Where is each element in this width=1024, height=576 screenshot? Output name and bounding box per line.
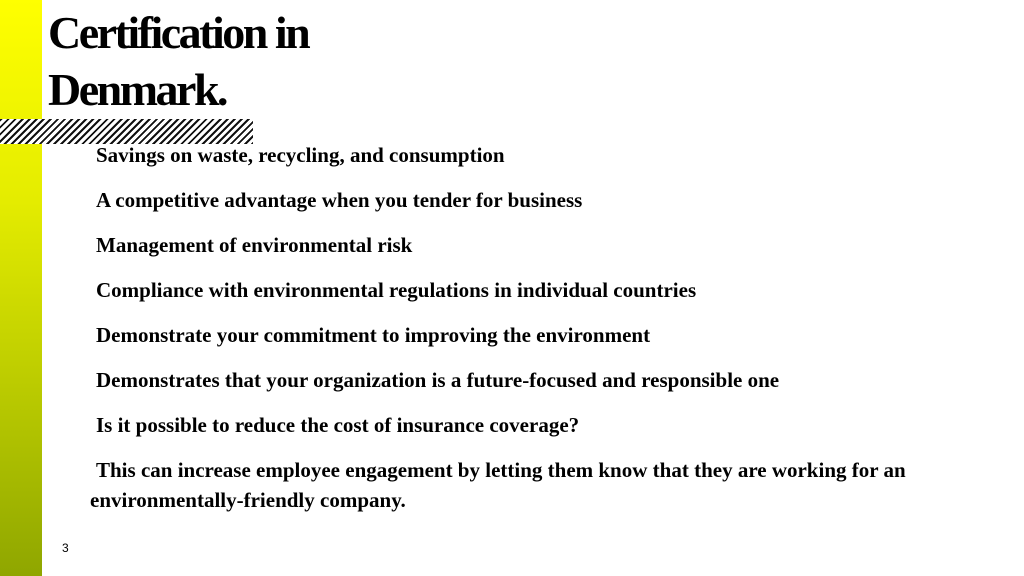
- bullet-item: Savings on waste, recycling, and consumption: [96, 143, 505, 167]
- page-number: 3: [62, 541, 69, 555]
- bullet-item: Demonstrate your commitment to improving the environment: [96, 323, 651, 347]
- bullet-item: A competitive advantage when you tender for business: [96, 188, 583, 212]
- bullet-item: Demonstrates that your organization is a future-focused and responsible one: [96, 368, 780, 392]
- slide-title: Certification in Denmark.: [48, 7, 309, 115]
- bullet-item: Management of environmental risk: [96, 233, 413, 257]
- accent-side-bar: [0, 0, 42, 576]
- bullet-item: This can increase employee engagement by letting them know that they are working for an environmentally-friendly company.: [90, 458, 906, 512]
- bullet-item: Compliance with environmental regulations in individual countries: [96, 278, 697, 302]
- bullet-item: Is it possible to reduce the cost of insurance coverage?: [96, 413, 580, 437]
- bullet-list: [90, 140, 990, 530]
